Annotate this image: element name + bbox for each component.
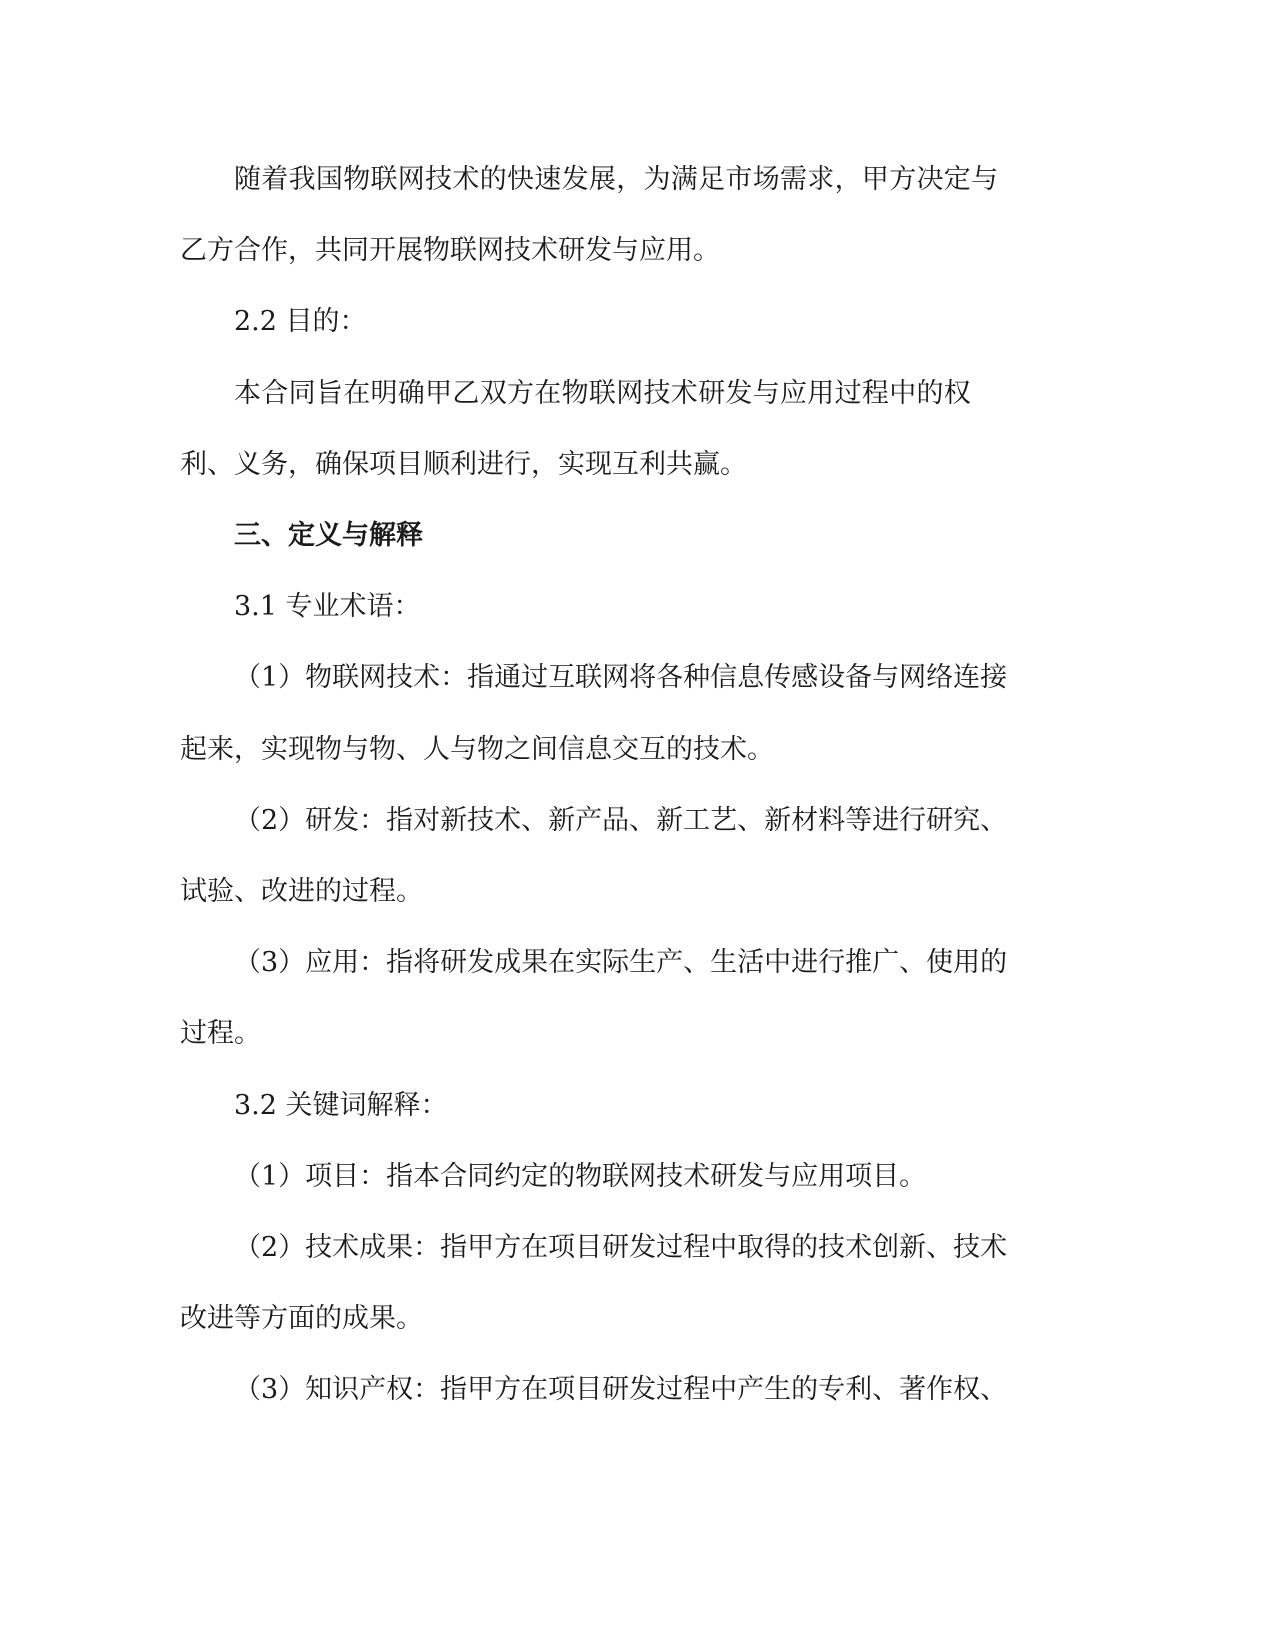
list-item: （3）知识产权：指甲方在项目研发过程中产生的专利、著作权、 [234, 1374, 1008, 1405]
list-item: （1）项目：指本合同约定的物联网技术研发与应用项目。 [234, 1161, 927, 1192]
list-item: （2）技术成果：指甲方在项目研发过程中取得的技术创新、技术 [234, 1232, 1008, 1263]
list-item-continuation: 过程。 [180, 1018, 261, 1049]
subsection-heading-3-1: 3.1 专业术语： [234, 591, 421, 622]
list-item-continuation: 试验、改进的过程。 [180, 876, 423, 907]
list-item: （2）研发：指对新技术、新产品、新工艺、新材料等进行研究、 [234, 805, 1008, 836]
paragraph-line: 利、义务，确保项目顺利进行，实现互利共赢。 [180, 449, 747, 480]
paragraph-line: 乙方合作，共同开展物联网技术研发与应用。 [180, 235, 720, 266]
section-number-2-2: 2.2 目的： [234, 306, 367, 337]
list-item-continuation: 起来，实现物与物、人与物之间信息交互的技术。 [180, 734, 774, 765]
paragraph-line: 本合同旨在明确甲乙双方在物联网技术研发与应用过程中的权 [234, 378, 972, 409]
section-heading: 三、定义与解释 [234, 520, 423, 551]
subsection-heading-3-2: 3.2 关键词解释： [234, 1090, 448, 1121]
list-item: （3）应用：指将研发成果在实际生产、生活中进行推广、使用的 [234, 947, 1008, 978]
paragraph-line: 随着我国物联网技术的快速发展，为满足市场需求，甲方决定与 [234, 164, 999, 195]
list-item-continuation: 改进等方面的成果。 [180, 1303, 423, 1334]
list-item: （1）物联网技术：指通过互联网将各种信息传感设备与网络连接 [234, 662, 1008, 693]
